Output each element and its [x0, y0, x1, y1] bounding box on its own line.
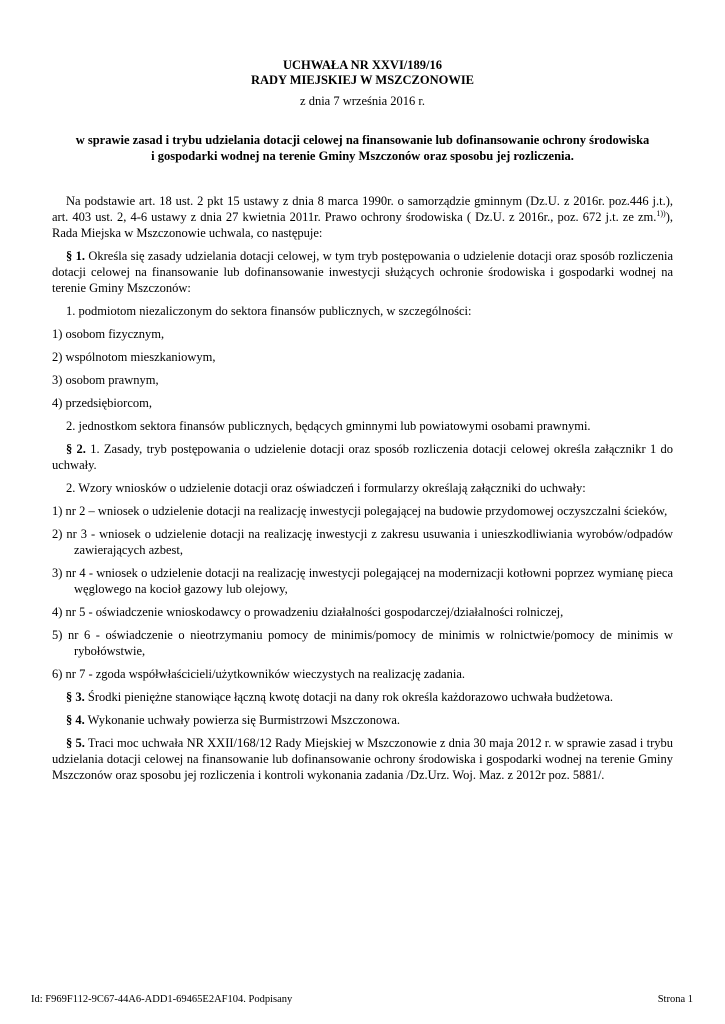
list-item: 2) wspólnotom mieszkaniowym, [52, 350, 216, 364]
subject-line-2: i gospodarki wodnej na terenie Gminy Mszczonów oraz sposobu jej rozliczenia. [151, 149, 574, 163]
paragraph-4: § 4. Wykonanie uchwały powierza się Burmistrzowi Mszczonowa. [66, 713, 400, 727]
list-item: 4) przedsiębiorcom, [52, 396, 152, 410]
resolution-body [52, 193, 673, 783]
paragraph-2: § 2. 1. Zasady, tryb postępowania o udzielenie dotacji oraz sposób rozliczenia dotacji celowej określa załącznikr 1 do uchwały. [52, 442, 673, 472]
preamble: Na podstawie art. 18 ust. 2 pkt 15 ustawy z dnia 8 marca 1990r. o samorządzie gminnym (Dz.U. z 2016r. poz.446 j.t.), art. 403 ust. 2, 4-6 ustawy z dnia 27 kwietnia 2011r. Prawo ochrony środowiska ( Dz.U. z 2016r., poz. 672 j.t. ze zm.$^{1))}$), Rada Miejska w Mszczonowie uchwala, co następuje: [52, 194, 673, 240]
list-item: 6) nr 7 - zgoda współwłaścicieli/użytkowników wieczystych na realizację zadania. [52, 667, 466, 681]
list-item: 3) osobom prawnym, [52, 373, 159, 387]
paragraph-marker: § 1. [66, 249, 85, 263]
paragraph-marker: § 3. [66, 690, 85, 704]
subject-line-1: w sprawie zasad i trybu udzielania dotacji celowej na finansowanie lub dofinansowanie ochrony środowiska [75, 133, 650, 147]
footnote-ref: 1)) [656, 208, 666, 218]
document-id: Id: F969F112-9C67-44A6-ADD1-69465E2AF104. Podpisany [31, 994, 293, 1005]
page-number: Strona 1 [657, 994, 693, 1005]
council-name: RADY MIEJSKIEJ W MSZCZONOWIE [250, 73, 475, 87]
paragraph-1: § 1. Określa się zasady udzielania dotacji celowej, w tym tryb postępowania o udzielenie dotacji oraz sposób rozliczenia dotacji celowej na finansowanie lub dofinansowanie inwestycji służących ochronie środowiska i gospodarki wodnej na terenie Gminy Mszczonów: [52, 249, 673, 295]
list-item: 4) nr 5 - oświadczenie wnioskodawcy o prowadzeniu działalności gospodarczej/działalności rolniczej, [52, 605, 564, 619]
list-item: 1) nr 2 – wniosek o udzielenie dotacji na realizację inwestycji polegającej na budowie przydomowej oczyszczalni ścieków, [52, 504, 668, 518]
list-item: 5) nr 6 - oświadczenie o nieotrzymaniu pomocy de minimis/pomocy de minimis w rolnictwie/pomocy de minimis w rybołówstwie, [52, 628, 673, 658]
paragraph-5: § 5. Traci moc uchwała NR XXII/168/12 Rady Miejskiej w Mszczonowie z dnia 30 maja 2012 r. w sprawie zasad i trybu udzielania dotacji celowej na finansowanie lub dofinansowanie ochrony środowiska i gospodarki wodnej na terenie Gminy Mszczonów oraz sposobu jej rozliczenia i kontroli wykonania zadania /Dz.Urz. Woj. Maz. z 2012r poz. 5881/. [52, 736, 673, 782]
list-item: 1) osobom fizycznym, [52, 327, 165, 341]
resolution-subject [40, 132, 685, 164]
resolution-date: z dnia 7 września 2016 r. [300, 94, 425, 108]
paragraph-1-point-1: 1. podmiotom niezaliczonym do sektora finansów publicznych, w szczególności: [66, 304, 472, 318]
list-item: 2) nr 3 - wniosek o udzielenie dotacji na realizację inwestycji z zakresu usuwania i unieszkodliwiania wyrobów/odpadów zawierających azbest, [52, 527, 673, 557]
paragraph-2-point-2: 2. Wzory wniosków o udzielenie dotacji oraz oświadczeń i formularzy określają załączniki do uchwały: [66, 481, 586, 495]
paragraph-marker: § 2. [66, 442, 86, 456]
paragraph-marker: § 4. [66, 713, 85, 727]
resolution-number: UCHWAŁA NR XXVI/189/16 [282, 58, 443, 72]
paragraph-3: § 3. Środki pieniężne stanowiące łączną kwotę dotacji na dany rok określa każdorazowo uchwała budżetowa. [66, 690, 614, 704]
list-item: 3) nr 4 - wniosek o udzielenie dotacji na realizację inwestycji polegającej na modernizacji kotłowni poprzez wymianę pieca węglowego na kocioł gazowy lub olejowy, [52, 566, 673, 596]
paragraph-1-point-2: 2. jednostkom sektora finansów publicznych, będących gminnymi lub powiatowymi osobami prawnymi. [66, 419, 591, 433]
paragraph-marker: § 5. [66, 736, 85, 750]
